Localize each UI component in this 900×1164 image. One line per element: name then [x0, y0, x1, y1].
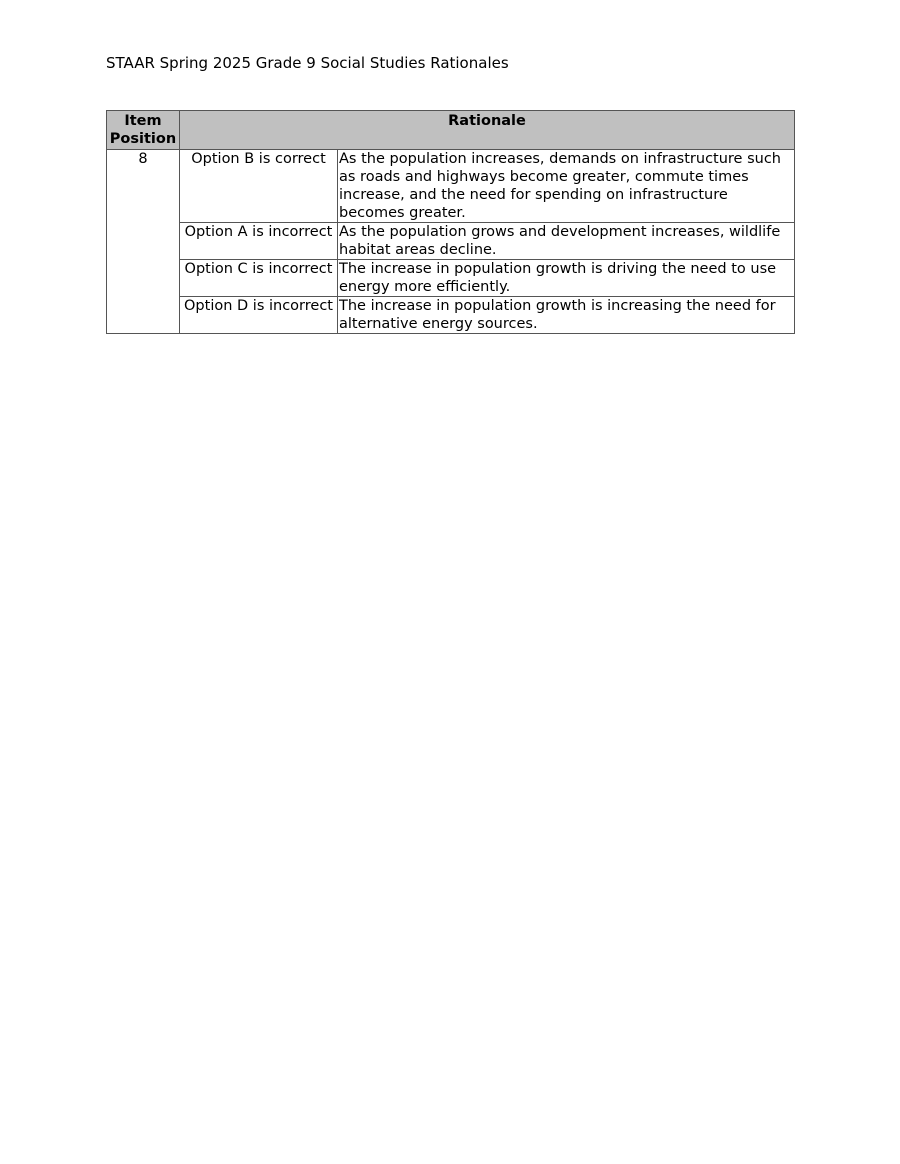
rationale-text: As the population grows and development increases, wildlife habitat areas decline. — [338, 223, 795, 260]
table-row — [107, 260, 795, 297]
option-label: Option D is incorrect — [180, 297, 338, 334]
option-label: Option C is incorrect — [180, 260, 338, 297]
item-position-header-line2: Position — [109, 131, 177, 147]
table-row — [107, 150, 795, 223]
option-label: Option B is correct — [180, 150, 338, 223]
item-position-cell: 8 — [107, 150, 180, 334]
item-position-header — [107, 111, 180, 150]
table-header-row — [107, 111, 795, 150]
rationale-text: The increase in population growth is driving the need to use energy more efficiently. — [338, 260, 795, 297]
item-position-header-line1: Item — [124, 113, 162, 129]
table-row — [107, 223, 795, 260]
rationale-header: Rationale — [180, 111, 795, 150]
rationale-text: The increase in population growth is increasing the need for alternative energy sources. — [338, 297, 795, 334]
option-label: Option A is incorrect — [180, 223, 338, 260]
rationale-table — [106, 110, 795, 334]
table-row — [107, 297, 795, 334]
document-header: STAAR Spring 2025 Grade 9 Social Studies Rationales — [106, 54, 509, 72]
rationale-text: As the population increases, demands on infrastructure such as roads and highways become greater, commute times increase, and the need for spending on infrastructure becomes greater. — [338, 150, 795, 223]
